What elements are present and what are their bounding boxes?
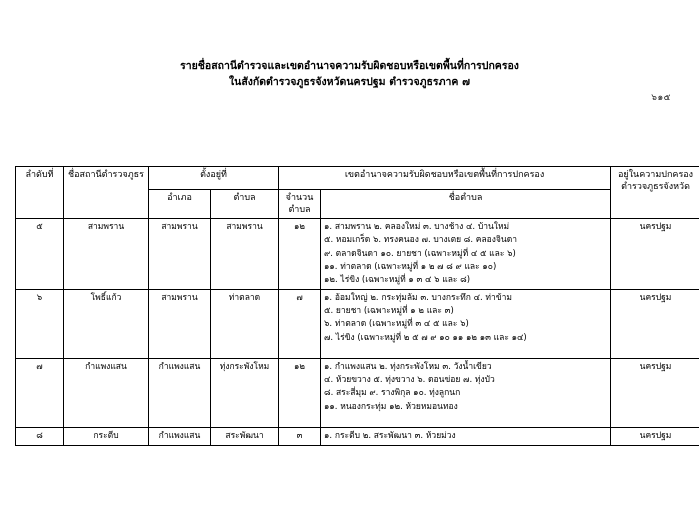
- cell-tambon: ทุ่งกระพังโหม: [211, 359, 279, 428]
- names-line: ๘. สระสี่มุม ๙. รางพิกุล ๑๐. ทุ่งลูกนก: [324, 387, 607, 400]
- document-page: [0, 58, 699, 519]
- title-line-2: ในสังกัดตำรวจภูธรจังหวัดนครปฐม ตำรวจภูธรภาค ๗: [0, 74, 699, 90]
- names-line: ๙. ตลาดจินดา ๑๐. ยายชา (เฉพาะหมู่ที่ ๔ ๕ และ ๖): [324, 248, 607, 261]
- cell-tambon: ท่าตลาด: [211, 290, 279, 359]
- cell-province: นครปฐม: [611, 290, 699, 359]
- names-line: ๑๒. ไร่ขิง (เฉพาะหมู่ที่ ๑ ๓ ๔ ๖ และ ๘): [324, 274, 607, 287]
- cell-count: ๑๒: [279, 219, 321, 290]
- header-area-group: เขตอำนาจความรับผิดชอบหรือเขตพื้นที่การปกครอง: [279, 167, 611, 190]
- cell-tambon: สามพราน: [211, 219, 279, 290]
- table-header-row-1: [16, 167, 699, 190]
- table-header: [16, 167, 699, 219]
- cell-no: ๗: [16, 359, 64, 428]
- header-province-line-1: อยู่ในความปกครอง: [618, 170, 693, 180]
- table-row: [16, 219, 699, 290]
- cell-no: ๕: [16, 219, 64, 290]
- header-amphoe: อำเภอ: [149, 190, 211, 219]
- cell-province: นครปฐม: [611, 219, 699, 290]
- header-count-line-2: ตำบล: [288, 205, 310, 215]
- names-line: ๑. กระตีบ ๒. สระพัฒนา ๓. ห้วยม่วง: [324, 430, 607, 443]
- table-row: [16, 428, 699, 446]
- cell-names: [321, 219, 611, 290]
- header-names: ชื่อตำบล: [321, 190, 611, 219]
- cell-station: โพธิ์แก้ว: [64, 290, 149, 359]
- page-title: [0, 58, 699, 91]
- cell-tambon: สระพัฒนา: [211, 428, 279, 446]
- names-line: ๗. ไร่ขิง (เฉพาะหมู่ที่ ๒ ๕ ๗ ๙ ๑๐ ๑๑ ๑๒ ๑๓ และ ๑๔): [324, 332, 607, 345]
- cell-amphoe: กำแพงแสน: [149, 359, 211, 428]
- cell-province: นครปฐม: [611, 359, 699, 428]
- header-province: [611, 167, 699, 219]
- cell-count: ๓: [279, 428, 321, 446]
- cell-names: [321, 359, 611, 428]
- table-row: [16, 359, 699, 428]
- cell-amphoe: สามพราน: [149, 219, 211, 290]
- cell-amphoe: กำแพงแสน: [149, 428, 211, 446]
- names-line: ๖. ท่าตลาด (เฉพาะหมู่ที่ ๓ ๔ ๕ และ ๖): [324, 318, 607, 331]
- names-line: ๕. หอมเกร็ด ๖. ทรงคนอง ๗. บางเตย ๘. คลองจินดา: [324, 234, 607, 247]
- page-number: ๖๑๕: [651, 90, 671, 104]
- title-line-1: รายชื่อสถานีตำรวจและเขตอำนาจความรับผิดชอบหรือเขตพื้นที่การปกครอง: [0, 58, 699, 74]
- header-count: [279, 190, 321, 219]
- police-station-table: [15, 166, 699, 446]
- names-line: ๑. สามพราน ๒. คลองใหม่ ๓. บางช้าง ๔. บ้านใหม่: [324, 221, 607, 234]
- header-count-line-1: จำนวน: [286, 193, 314, 203]
- header-province-line-2: ตำรวจภูธรจังหวัด: [621, 182, 690, 192]
- cell-station: สามพราน: [64, 219, 149, 290]
- names-line: ๑. อ้อมใหญ่ ๒. กระทุ่มล้ม ๓. บางกระทึก ๔. ท่าข้าม: [324, 292, 607, 305]
- names-line: ๔. ห้วยขวาง ๕. ทุ่งขวาง ๖. ดอนข่อย ๗. ทุ่งบัว: [324, 374, 607, 387]
- names-line: ๑๑. ท่าตลาด (เฉพาะหมู่ที่ ๑ ๒ ๗ ๘ ๙ และ ๑๐): [324, 261, 607, 274]
- cell-province: นครปฐม: [611, 428, 699, 446]
- cell-names: [321, 290, 611, 359]
- names-line: ๑๑. หนองกระทุ่ม ๑๒. ห้วยหมอนทอง: [324, 401, 607, 414]
- header-tambon: ตำบล: [211, 190, 279, 219]
- header-station: ชื่อสถานีตำรวจภูธร: [64, 167, 149, 219]
- cell-station: กำแพงแสน: [64, 359, 149, 428]
- table-row: [16, 290, 699, 359]
- cell-no: ๖: [16, 290, 64, 359]
- table-body: [16, 219, 699, 446]
- header-no: ลำดับที่: [16, 167, 64, 219]
- cell-count: ๑๒: [279, 359, 321, 428]
- cell-no: ๘: [16, 428, 64, 446]
- cell-amphoe: สามพราน: [149, 290, 211, 359]
- cell-names: [321, 428, 611, 446]
- cell-station: กระตีบ: [64, 428, 149, 446]
- names-line: ๕. ยายชา (เฉพาะหมู่ที่ ๑ ๒ และ ๓): [324, 305, 607, 318]
- cell-count: ๗: [279, 290, 321, 359]
- names-line: ๑. กำแพงแสน ๒. ทุ่งกระพังโหม ๓. วังน้ำเขียว: [324, 361, 607, 374]
- header-location-group: ตั้งอยู่ที่: [149, 167, 279, 190]
